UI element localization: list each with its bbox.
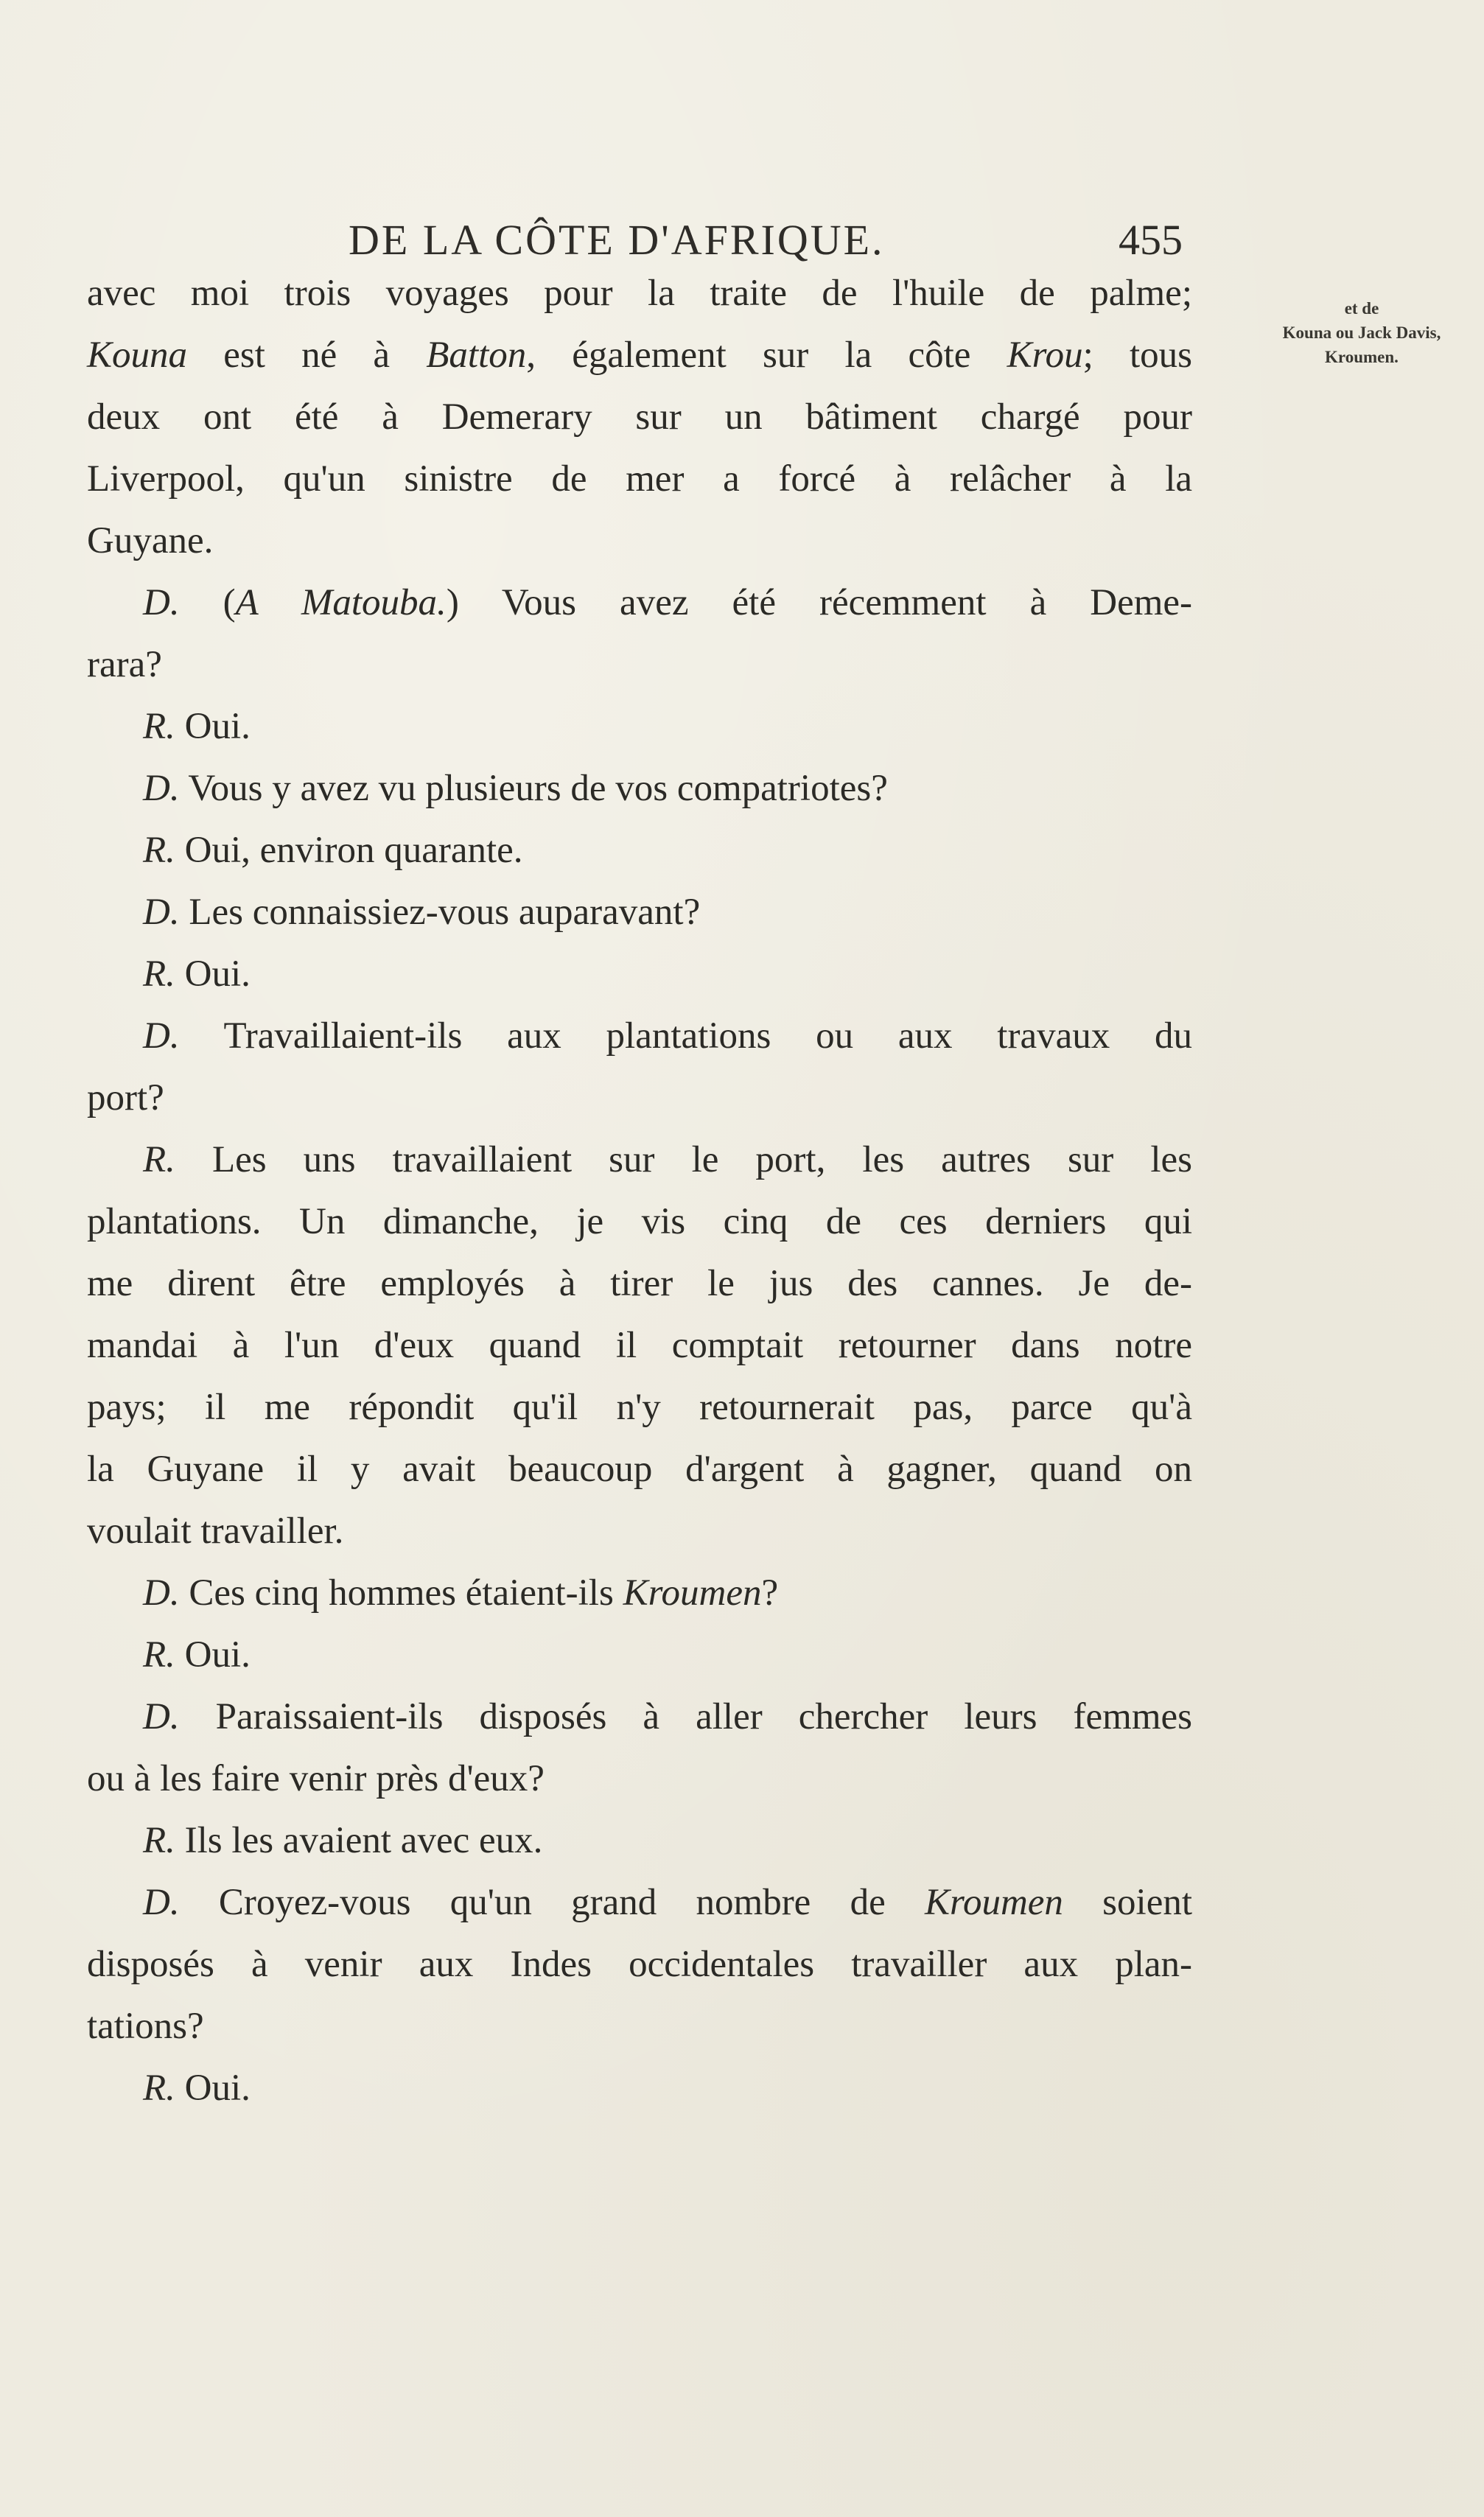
- text-span: tations?: [87, 2006, 204, 2047]
- text-line: [87, 943, 1192, 1005]
- italic-text: Kroumen: [623, 1572, 762, 1614]
- italic-text: Batton: [426, 335, 527, 376]
- text-span: la Guyane il y avait beaucoup d'argent à gagner, quand on: [87, 1449, 1192, 1490]
- text-line: [87, 1129, 1192, 1191]
- text-line: [87, 1995, 1192, 2057]
- text-line: [87, 696, 1192, 757]
- text-line: [87, 448, 1192, 510]
- text-line: [87, 1438, 1192, 1500]
- text-line: [87, 1872, 1192, 1933]
- italic-text: R.: [143, 1820, 175, 1861]
- margin-note-line: Kouna ou Jack Davis,: [1282, 323, 1441, 342]
- text-line: [87, 572, 1192, 634]
- italic-text: D.: [143, 768, 180, 809]
- margin-note-line: et de: [1344, 299, 1379, 318]
- italic-text: R.: [143, 706, 175, 747]
- text-span: pays; il me répondit qu'il n'y retournerait pas, parce qu'à: [87, 1387, 1192, 1428]
- running-title: DE LA CÔTE D'AFRIQUE.: [349, 216, 885, 264]
- body-text: [87, 262, 1192, 2119]
- italic-text: Kouna: [87, 335, 188, 376]
- text-span: Les uns travaillaient sur le port, les autres sur les: [175, 1139, 1192, 1180]
- text-line: [87, 819, 1192, 881]
- text-line: [87, 386, 1192, 448]
- text-span: Travaillaient-ils aux plantations ou aux travaux du: [179, 1015, 1192, 1057]
- text-span: est né à: [187, 335, 427, 376]
- text-span: ?: [761, 1572, 779, 1614]
- text-line: [87, 634, 1192, 696]
- italic-text: R.: [143, 830, 175, 871]
- text-line: [87, 1005, 1192, 1067]
- text-span: port?: [87, 1077, 164, 1119]
- text-span: Oui.: [175, 1634, 251, 1676]
- text-line: [87, 757, 1192, 819]
- text-span: Ces cinq hommes étaient-ils: [179, 1572, 623, 1614]
- italic-text: D.: [143, 1015, 180, 1057]
- text-line: [87, 1376, 1192, 1438]
- text-line: [87, 881, 1192, 943]
- italic-text: R.: [143, 1634, 175, 1676]
- text-span: Oui.: [175, 953, 251, 995]
- text-span: (: [179, 582, 236, 623]
- italic-text: D.: [143, 582, 180, 623]
- italic-text: D.: [143, 892, 180, 933]
- text-span: me dirent être employés à tirer le jus des cannes. Je de-: [87, 1263, 1192, 1304]
- italic-text: R.: [143, 1139, 175, 1180]
- page-number: 455: [1119, 216, 1183, 264]
- text-span: voulait travailler.: [87, 1510, 344, 1552]
- italic-text: A Matouba.: [235, 582, 447, 623]
- text-line: [87, 1686, 1192, 1748]
- text-span: deux ont été à Demerary sur un bâtiment chargé pour: [87, 396, 1192, 438]
- text-line: [87, 2057, 1192, 2119]
- text-span: Ils les avaient avec eux.: [175, 1820, 543, 1861]
- italic-text: D.: [143, 1882, 180, 1923]
- text-span: Liverpool, qu'un sinistre de mer a forcé à relâcher à la: [87, 458, 1192, 500]
- margin-note: [1251, 296, 1472, 369]
- text-line: [87, 1067, 1192, 1129]
- italic-text: R.: [143, 2068, 175, 2109]
- text-span: disposés à venir aux Indes occidentales travailler aux plan-: [87, 1944, 1192, 1985]
- text-line: [87, 1562, 1192, 1624]
- text-span: soient: [1063, 1882, 1192, 1923]
- text-line: [87, 510, 1192, 572]
- text-span: Les connaissiez-vous auparavant?: [179, 892, 701, 933]
- italic-text: R.: [143, 953, 175, 995]
- text-span: Guyane.: [87, 520, 214, 561]
- text-line: [87, 1191, 1192, 1253]
- text-span: Croyez-vous qu'un grand nombre de: [179, 1882, 925, 1923]
- text-span: , également sur la côte: [526, 335, 1007, 376]
- text-span: avec moi trois voyages pour la traite de l'huile de palme;: [87, 273, 1192, 314]
- text-line: [87, 1500, 1192, 1562]
- text-line: [87, 1624, 1192, 1686]
- text-line: [87, 1253, 1192, 1314]
- text-line: [87, 262, 1192, 324]
- text-span: ) Vous avez été récemment à Deme-: [446, 582, 1193, 623]
- text-line: [87, 1748, 1192, 1810]
- text-span: Oui.: [175, 706, 251, 747]
- text-line: [87, 1810, 1192, 1872]
- text-span: mandai à l'un d'eux quand il comptait retourner dans notre: [87, 1325, 1192, 1366]
- italic-text: D.: [143, 1572, 180, 1614]
- text-span: Oui, environ quarante.: [175, 830, 523, 871]
- text-line: [87, 324, 1192, 386]
- text-span: ; tous: [1082, 335, 1192, 376]
- italic-text: Kroumen: [924, 1882, 1063, 1923]
- text-line: [87, 1933, 1192, 1995]
- italic-text: D.: [143, 1696, 180, 1737]
- text-span: ou à les faire venir près d'eux?: [87, 1758, 545, 1799]
- text-span: Paraissaient-ils disposés à aller chercher leurs femmes: [179, 1696, 1192, 1737]
- text-line: [87, 1314, 1192, 1376]
- italic-text: Krou: [1007, 335, 1083, 376]
- margin-note-line: Kroumen.: [1325, 348, 1399, 366]
- text-span: plantations. Un dimanche, je vis cinq de ces derniers qui: [87, 1201, 1192, 1242]
- text-span: rara?: [87, 644, 162, 685]
- text-span: Oui.: [175, 2068, 251, 2109]
- text-span: Vous y avez vu plusieurs de vos compatriotes?: [179, 768, 888, 809]
